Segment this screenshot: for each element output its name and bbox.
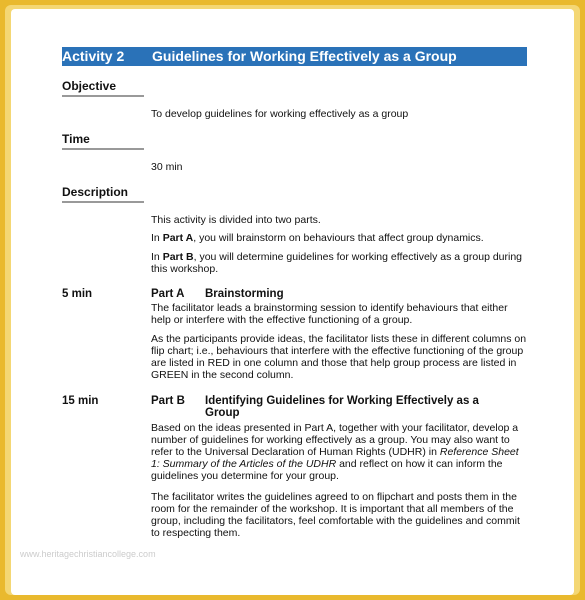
part-a-paragraph-1: The facilitator leads a brainstorming session to identify behaviours that either help or interfere with the effective functioning of a group. — [151, 302, 508, 326]
part-b-rest: , you will determine guidelines for working effectively as a group during this workshop. — [151, 251, 523, 275]
part-a-name: Brainstorming — [205, 288, 284, 300]
part-b-heading — [151, 395, 479, 419]
part-b-p1-start: Based on the ideas presented in Part A, together with your facilitator, develop a number of guidelines for working effectively as a group. You may also want to refer to the Universal Declaration of Human Rights (UDHR) in — [151, 422, 519, 458]
time-heading: Time — [62, 132, 90, 146]
part-a-paragraph-2: As the participants provide ideas, the facilitator lists these in different columns on flip chart; i.e., behaviours that interfere with the effective functioning of the group are listed in RED in one column and those that help group process are listed in GREEN in the second column. — [151, 333, 527, 381]
description-part-b — [151, 251, 527, 275]
time-rule — [62, 148, 144, 150]
part-a-lead: In — [151, 232, 163, 244]
objective-heading: Objective — [62, 79, 117, 93]
description-part-a — [151, 232, 527, 244]
part-a-heading — [151, 288, 284, 300]
part-a-rest: , you will brainstorm on behaviours that affect group dynamics. — [193, 232, 484, 244]
activity-header-bar — [62, 47, 527, 66]
time-text: 30 min — [151, 161, 183, 173]
part-a-label: Part A — [151, 288, 185, 300]
activity-number: Activity 2 — [62, 48, 125, 64]
part-b-label: Part B — [151, 395, 185, 407]
objective-rule — [62, 95, 144, 97]
description-rule — [62, 201, 144, 203]
description-heading: Description — [62, 185, 129, 199]
part-a-time: 5 min — [62, 288, 93, 300]
part-b-bold: Part B — [162, 251, 194, 263]
part-b-paragraph-1 — [151, 422, 527, 482]
watermark: www.heritagechristiancollege.com — [20, 549, 156, 559]
activity-title: Guidelines for Working Effectively as a Group — [152, 48, 457, 64]
part-b-name: Identifying Guidelines for Working Effectively as a Group — [205, 395, 479, 419]
part-b-time: 15 min — [62, 395, 99, 407]
part-a-bold: Part A — [162, 232, 194, 244]
part-b-p1-reference: Reference Sheet 1: Summary of the Articles of the UDHR — [151, 446, 519, 470]
description-intro: This activity is divided into two parts. — [151, 214, 321, 226]
part-b-lead: In — [151, 251, 163, 263]
objective-text: To develop guidelines for working effectively as a group — [151, 108, 409, 120]
part-b-p1-end: and reflect on how it can inform the guidelines you determine for your group. — [151, 458, 503, 482]
part-b-paragraph-2: The facilitator writes the guidelines agreed to on flipchart and posts them in the room for the remainder of the workshop. It is important that all members of the group, including the facilitators, feel comfortable with the guidelines and commit to respecting them. — [151, 491, 520, 539]
